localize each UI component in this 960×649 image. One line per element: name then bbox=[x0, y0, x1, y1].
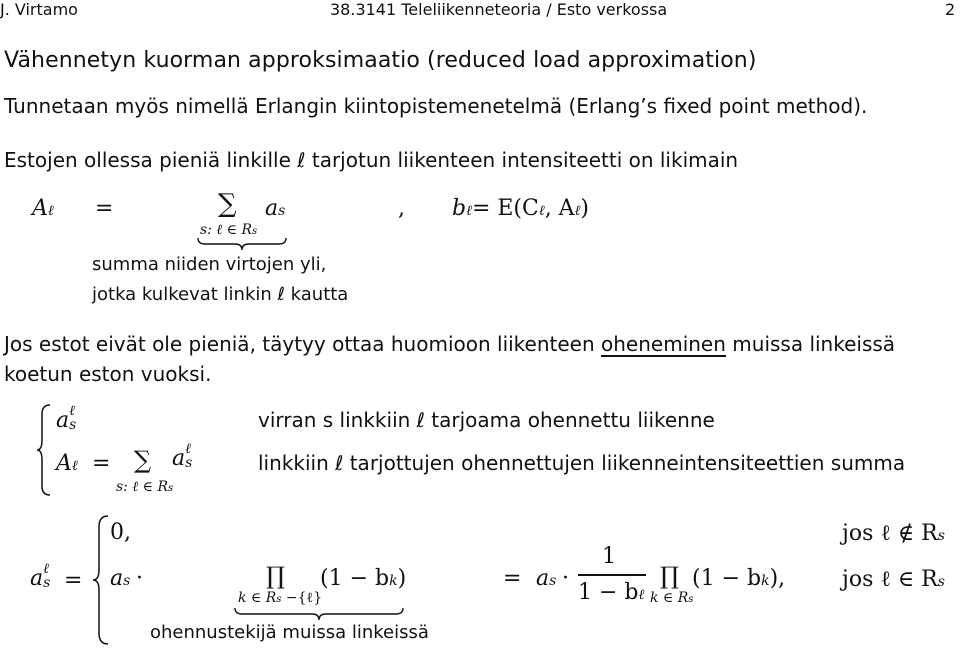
eq3-frac-bar bbox=[578, 574, 646, 576]
eq1-term: as bbox=[265, 196, 286, 221]
eq1-sum-index: s: ℓ ∈ Rs bbox=[200, 222, 258, 238]
eq1-equals: = bbox=[95, 196, 114, 221]
eq3-frac-num: 1 bbox=[602, 544, 616, 569]
eq3-equals-2: = bbox=[503, 566, 522, 591]
eq1-sum-sign: ∑ bbox=[218, 189, 237, 219]
eq1-brace-note-1: summa niiden virtojen yli, bbox=[92, 254, 327, 275]
eq1-underbrace bbox=[197, 237, 287, 251]
eq3-case2-a: as bbox=[110, 566, 131, 591]
eq1-rhs: bℓ= E(Cℓ, Aℓ) bbox=[452, 196, 589, 221]
page-number: 2 bbox=[945, 0, 956, 19]
intro-line-1: Tunnetaan myös nimellä Erlangin kiintopistemenetelmä (Erlang’s fixed point method). bbox=[4, 94, 868, 118]
eq3-prod-index: k ∈ Rs −{ℓ} bbox=[238, 590, 323, 606]
eq3-prod-index-2: k ∈ Rs bbox=[650, 590, 694, 606]
eq3-case2-factor-2: (1 − bk), bbox=[692, 566, 786, 591]
eq3-case1-cond: jos ℓ ∉ Rs bbox=[842, 521, 945, 546]
para2-line-1: Jos estot eivät ole pieniä, täytyy ottaa huomioon liikenteen oheneminen muissa linkeissä bbox=[4, 332, 896, 356]
defs-row1-symbol: a ℓ s bbox=[56, 403, 77, 433]
eq1-lhs: Aℓ bbox=[32, 196, 54, 221]
defs-row2-sum-sign: ∑ bbox=[134, 446, 152, 474]
eq1-brace-note-2: jotka kulkevat linkin ℓ kautta bbox=[92, 284, 349, 305]
para2-line-2: koetun eston vuoksi. bbox=[4, 362, 212, 386]
header-course: 38.3141 Teleliikenneteoria / Esto verkossa bbox=[330, 0, 668, 19]
eq3-case2-factor: (1 − bk) bbox=[320, 566, 407, 591]
eq3-case2-a-2: as bbox=[536, 566, 557, 591]
intro-line-2: Estojen ollessa pieniä linkille ℓ tarjotun liikenteen intensiteetti on likimain bbox=[4, 148, 739, 172]
eq3-lhs: a ℓ s bbox=[30, 561, 51, 591]
defs-row2-desc: linkkiin ℓ tarjottujen ohennettujen liikenneintensiteettien summa bbox=[258, 451, 906, 475]
eq3-case1-value: 0, bbox=[110, 520, 131, 545]
defs-row2-lhs: Aℓ bbox=[56, 451, 78, 476]
header-author: J. Virtamo bbox=[0, 0, 78, 19]
defs-row2-equals: = bbox=[92, 451, 111, 476]
eq3-prod-sign: ∏ bbox=[266, 562, 286, 590]
page-title: Vähennetyn kuorman approksimaatio (reduced load approximation) bbox=[4, 48, 757, 73]
defs-row2-sum-index: s: ℓ ∈ Rs bbox=[116, 479, 174, 495]
eq3-case2-dot: · bbox=[136, 566, 143, 591]
eq3-equals: = bbox=[64, 568, 83, 593]
eq1-comma: , bbox=[398, 196, 405, 221]
eq3-prod-sign-2: ∏ bbox=[660, 562, 680, 590]
eq3-case2-dot-2: · bbox=[562, 566, 569, 591]
defs-row2-term: a ℓ s bbox=[172, 441, 193, 471]
eq3-underbrace bbox=[234, 607, 404, 621]
eq3-brace-note: ohennustekijä muissa linkeissä bbox=[150, 622, 429, 643]
defs-left-brace bbox=[36, 404, 52, 496]
oheneminen-underlined: oheneminen bbox=[601, 332, 726, 356]
defs-row1-desc: virran s linkkiin ℓ tarjoama ohennettu liikenne bbox=[258, 408, 715, 432]
eq3-left-brace bbox=[92, 515, 110, 645]
eq3-case2-cond: jos ℓ ∈ Rs bbox=[842, 567, 945, 592]
eq3-frac-den: 1 − bℓ bbox=[578, 580, 645, 605]
